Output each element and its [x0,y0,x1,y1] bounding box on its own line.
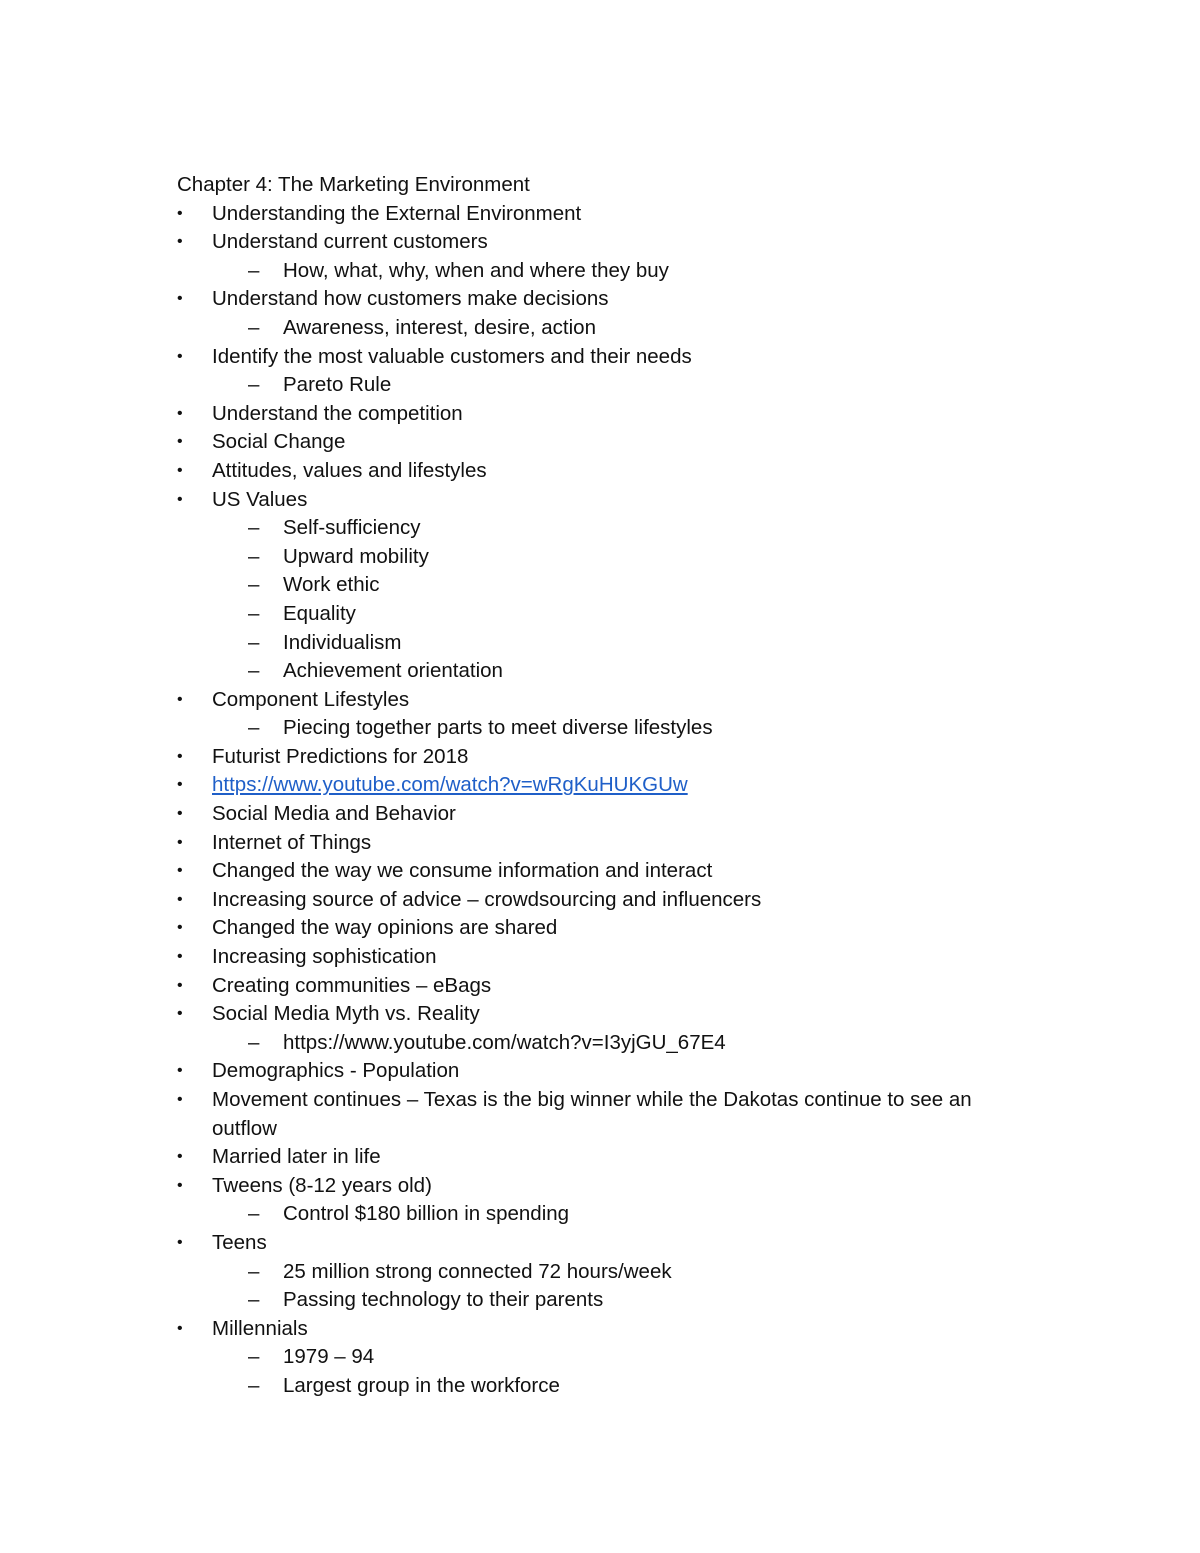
bullet-marker: • [177,1176,183,1194]
outline-item [177,343,1027,372]
bullet-marker: • [177,805,183,823]
bullet-marker: • [177,490,183,508]
bullet-marker: • [177,404,183,422]
outline-subitem [177,600,1027,629]
item-text: Changed the way opinions are shared [212,916,558,940]
outline-item [177,1000,1027,1029]
dash-marker: – [248,516,260,540]
item-text: https://www.youtube.com/watch?v=I3yjGU_67E4 [283,1030,726,1054]
item-text: 1979 – 94 [283,1345,375,1369]
dash-marker: – [248,1345,260,1369]
bullet-marker: • [177,948,183,966]
outline-item [177,228,1027,257]
item-text: Understand the competition [212,401,463,425]
dash-marker: – [248,1259,260,1283]
item-text: Understand current customers [212,230,488,254]
outline-subitem [177,1029,1027,1058]
outline-item [177,1057,1027,1086]
outline-item [177,943,1027,972]
outline-subitem [177,1343,1027,1372]
bullet-marker: • [177,747,183,765]
bullet-marker: • [177,862,183,880]
item-text: Individualism [283,630,402,654]
dash-marker: – [248,716,260,740]
bullet-marker: • [177,461,183,479]
dash-marker: – [248,544,260,568]
item-text: Increasing sophistication [212,945,437,969]
item-text: Component Lifestyles [212,687,410,711]
outline-item [177,428,1027,457]
dash-marker: – [248,1288,260,1312]
outline-item [177,486,1027,515]
outline-subitem [177,1200,1027,1229]
outline-subitem [177,1372,1027,1401]
dash-marker: – [248,1202,260,1226]
bullet-marker: • [177,204,183,222]
dash-marker: – [248,630,260,654]
outline-item-link [177,771,1027,800]
item-text: Millennials [212,1316,308,1340]
item-text: Teens [212,1230,267,1254]
video-link[interactable]: https://www.youtube.com/watch?v=wRgKuHUKGUw [212,773,688,797]
outline-item [177,914,1027,943]
dash-marker: – [248,1373,260,1397]
document-body [177,171,1027,1401]
item-text: Social Media Myth vs. Reality [212,1002,480,1026]
item-text: Achievement orientation [283,659,503,683]
bullet-marker: • [177,690,183,708]
outline-subitem [177,543,1027,572]
dash-marker: – [248,373,260,397]
outline-subitem [177,657,1027,686]
outline-subitem [177,371,1027,400]
item-text: Identify the most valuable customers and their needs [212,344,692,368]
outline-item [177,285,1027,314]
outline-item [177,1172,1027,1201]
bullet-marker: • [177,833,183,851]
bullet-marker: • [177,1319,183,1337]
item-text: Work ethic [283,573,380,597]
item-text: Social Media and Behavior [212,802,456,826]
bullet-marker: • [177,233,183,251]
bullet-marker: • [177,1005,183,1023]
outline-item [177,1086,1027,1143]
dash-marker: – [248,315,260,339]
bullet-marker: • [177,1062,183,1080]
outline-subitem [177,629,1027,658]
item-text: Self-sufficiency [283,516,421,540]
outline-item [177,886,1027,915]
outline-item [177,400,1027,429]
item-text: Control $180 billion in spending [283,1202,570,1226]
outline-item [177,686,1027,715]
outline-item [177,1143,1027,1172]
item-text: 25 million strong connected 72 hours/week [283,1259,672,1283]
item-text: Understanding the External Environment [212,201,582,225]
item-text: US Values [212,487,308,511]
item-text: Awareness, interest, desire, action [283,315,596,339]
outline-subitem [177,1258,1027,1287]
item-text: Married later in life [212,1145,381,1169]
item-text: Piecing together parts to meet diverse lifestyles [283,716,713,740]
outline-subitem [177,314,1027,343]
bullet-marker: • [177,890,183,908]
dash-marker: – [248,258,260,282]
outline-list [177,200,1027,1401]
outline-subitem [177,571,1027,600]
item-text: Equality [283,601,356,625]
item-text: Futurist Predictions for 2018 [212,744,469,768]
item-text: Changed the way we consume information and interact [212,859,713,883]
outline-item [177,1315,1027,1344]
bullet-marker: • [177,347,183,365]
outline-subitem [177,714,1027,743]
dash-marker: – [248,659,260,683]
bullet-marker: • [177,776,183,794]
bullet-marker: • [177,1091,183,1108]
item-text: Upward mobility [283,544,429,568]
outline-item [177,857,1027,886]
item-text: Demographics - Population [212,1059,460,1083]
outline-item [177,200,1027,229]
bullet-marker: • [177,1233,183,1251]
bullet-marker: • [177,1148,183,1166]
bullet-marker: • [177,919,183,937]
outline-item [177,743,1027,772]
item-text: Largest group in the workforce [283,1373,560,1397]
item-text: How, what, why, when and where they buy [283,258,669,282]
item-text: Increasing source of advice – crowdsourcing and influencers [212,887,762,911]
item-text: Creating communities – eBags [212,973,492,997]
item-text: Pareto Rule [283,373,392,397]
outline-item [177,829,1027,858]
dash-marker: – [248,573,260,597]
outline-item [177,972,1027,1001]
dash-marker: – [248,1030,260,1054]
outline-item [177,457,1027,486]
item-text: Passing technology to their parents [283,1288,604,1312]
chapter-title: Chapter 4: The Marketing Environment [177,173,530,196]
outline-subitem [177,257,1027,286]
outline-subitem [177,1286,1027,1315]
outline-item [177,1229,1027,1258]
bullet-marker: • [177,290,183,308]
outline-subitem [177,514,1027,543]
item-text: Tweens (8-12 years old) [212,1173,432,1197]
bullet-marker: • [177,433,183,451]
item-text: Social Change [212,430,346,454]
item-text: Movement continues – Texas is the big winner while the Dakotas continue to see an outflow [212,1088,972,1140]
item-text: Attitudes, values and lifestyles [212,458,487,482]
bullet-marker: • [177,976,183,994]
dash-marker: – [248,601,260,625]
outline-item [177,800,1027,829]
item-text: Understand how customers make decisions [212,287,609,311]
item-text: Internet of Things [212,830,372,854]
